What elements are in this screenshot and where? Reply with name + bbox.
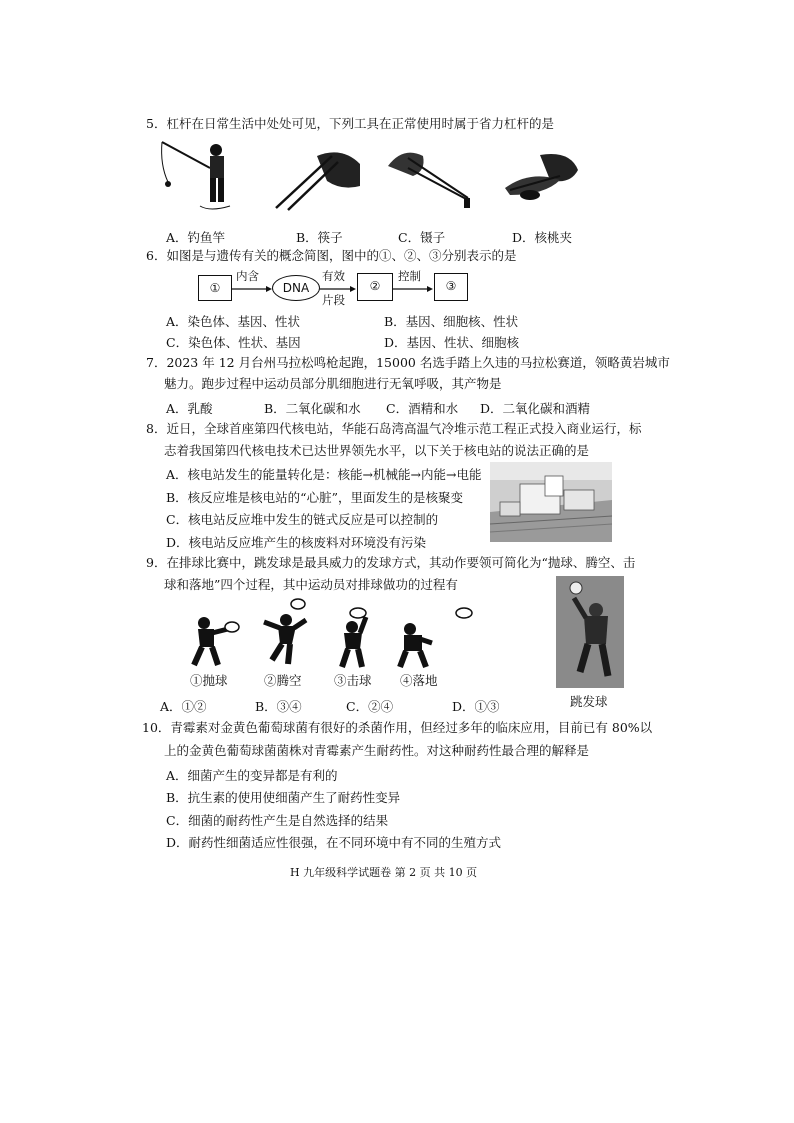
q6-option-b[interactable]: B．基因、细胞核、性状 bbox=[384, 314, 519, 329]
dna-oval: DNA bbox=[272, 275, 320, 301]
q10-stem-line2: 上的金黄色葡萄球菌菌株对青霉素产生耐药性。对这种耐药性最合理的解释是 bbox=[164, 743, 590, 758]
jump-serve-caption: 跳发球 bbox=[570, 694, 608, 709]
q5-option-b[interactable]: B．筷子 bbox=[296, 230, 343, 245]
arrow-3-label: 控制 bbox=[398, 269, 421, 283]
arrow-2-label-bottom: 片段 bbox=[322, 293, 345, 307]
arrow-1 bbox=[232, 286, 272, 292]
q5-option-a[interactable]: A．钓鱼竿 bbox=[166, 230, 226, 245]
q10-option-a[interactable]: A．细菌产生的变异都是有利的 bbox=[166, 768, 338, 783]
figure-label-toss: ①抛球 bbox=[190, 673, 228, 688]
q6-stem: 6．如图是与遗传有关的概念简图，图中的①、②、③分别表示的是 bbox=[146, 248, 517, 263]
q7-stem-line1: 7．2023 年 12 月台州马拉松鸣枪起跑，15000 名选手踏上久违的马拉松赛道，领略黄岩城市 bbox=[146, 355, 670, 370]
q9-option-b[interactable]: B．③④ bbox=[255, 699, 302, 714]
q7-option-a[interactable]: A．乳酸 bbox=[166, 401, 213, 416]
q10-option-b[interactable]: B．抗生素的使用使细菌产生了耐药性变异 bbox=[166, 790, 401, 805]
figure-label-hit: ③击球 bbox=[334, 673, 372, 688]
q7-option-b[interactable]: B．二氧化碳和水 bbox=[264, 401, 361, 416]
q5-option-d[interactable]: D．核桃夹 bbox=[512, 230, 573, 245]
q7-stem-line2: 魅力。跑步过程中运动员部分肌细胞进行无氧呼吸，其产物是 bbox=[164, 376, 502, 391]
q5-stem: 5．杠杆在日常生活中处处可见，下列工具在正常使用时属于省力杠杆的是 bbox=[146, 116, 554, 131]
q6-option-a[interactable]: A．染色体、基因、性状 bbox=[166, 314, 301, 329]
arrow-1-label: 内含 bbox=[236, 269, 259, 283]
nutcracker-image bbox=[500, 150, 580, 205]
tweezers-image bbox=[388, 146, 473, 216]
q9-stem-line2: 球和落地”四个过程，其中运动员对排球做功的过程有 bbox=[164, 577, 458, 592]
q8-option-b[interactable]: B．核反应堆是核电站的“心脏”，里面发生的是核聚变 bbox=[166, 490, 463, 505]
q6-option-d[interactable]: D．基因、性状、细胞核 bbox=[384, 335, 520, 350]
concept-box-1: ① bbox=[198, 275, 232, 301]
toss-figure bbox=[190, 615, 245, 670]
q9-stem-line1: 9．在排球比赛中，跳发球是最具威力的发球方式，其动作要领可简化为“抛球、腾空、击 bbox=[146, 555, 636, 570]
hit-figure bbox=[334, 605, 384, 670]
q8-option-a[interactable]: A．核电站发生的能量转化是：核能→机械能→内能→电能 bbox=[166, 467, 482, 482]
jump-figure bbox=[258, 598, 318, 670]
q10-stem-line1: 10．青霉素对金黄色葡萄球菌有很好的杀菌作用，但经过多年的临床应用，目前已有 80%以 bbox=[142, 720, 653, 735]
arrow-3 bbox=[393, 286, 433, 292]
page-footer: H 九年级科学试题卷 第 2 页 共 10 页 bbox=[290, 866, 478, 879]
chopsticks-image bbox=[272, 146, 362, 211]
jump-serve-photo bbox=[556, 576, 624, 688]
figure-label-land: ④落地 bbox=[400, 673, 438, 688]
q9-option-d[interactable]: D．①③ bbox=[452, 699, 500, 714]
q8-option-c[interactable]: C．核电站反应堆中发生的链式反应是可以控制的 bbox=[166, 512, 439, 527]
fishing-rod-image bbox=[160, 140, 240, 215]
q8-stem-line1: 8．近日，全球首座第四代核电站，华能石岛湾高温气冷堆示范工程正式投入商业运行，标 bbox=[146, 421, 642, 436]
q9-option-a[interactable]: A．①② bbox=[160, 699, 207, 714]
concept-box-3: ③ bbox=[434, 273, 468, 301]
q9-option-c[interactable]: C．②④ bbox=[346, 699, 394, 714]
q8-stem-line2: 志着我国第四代核电技术已达世界领先水平，以下关于核电站的说法正确的是 bbox=[164, 443, 590, 458]
q5-option-c[interactable]: C．镊子 bbox=[398, 230, 446, 245]
arrow-2-label-top: 有效 bbox=[322, 269, 345, 283]
q10-option-c[interactable]: C．细菌的耐药性产生是自然选择的结果 bbox=[166, 813, 389, 828]
q7-option-d[interactable]: D．二氧化碳和酒精 bbox=[480, 401, 591, 416]
q7-option-c[interactable]: C．酒精和水 bbox=[386, 401, 459, 416]
land-figure bbox=[396, 605, 476, 670]
q6-option-c[interactable]: C．染色体、性状、基因 bbox=[166, 335, 301, 350]
q8-option-d[interactable]: D．核电站反应堆产生的核废料对环境没有污染 bbox=[166, 535, 427, 550]
nuclear-plant-photo bbox=[490, 462, 612, 542]
concept-box-2: ② bbox=[357, 273, 393, 301]
q10-option-d[interactable]: D．耐药性细菌适应性很强，在不同环境中有不同的生殖方式 bbox=[166, 835, 502, 850]
figure-label-jump: ②腾空 bbox=[264, 673, 302, 688]
